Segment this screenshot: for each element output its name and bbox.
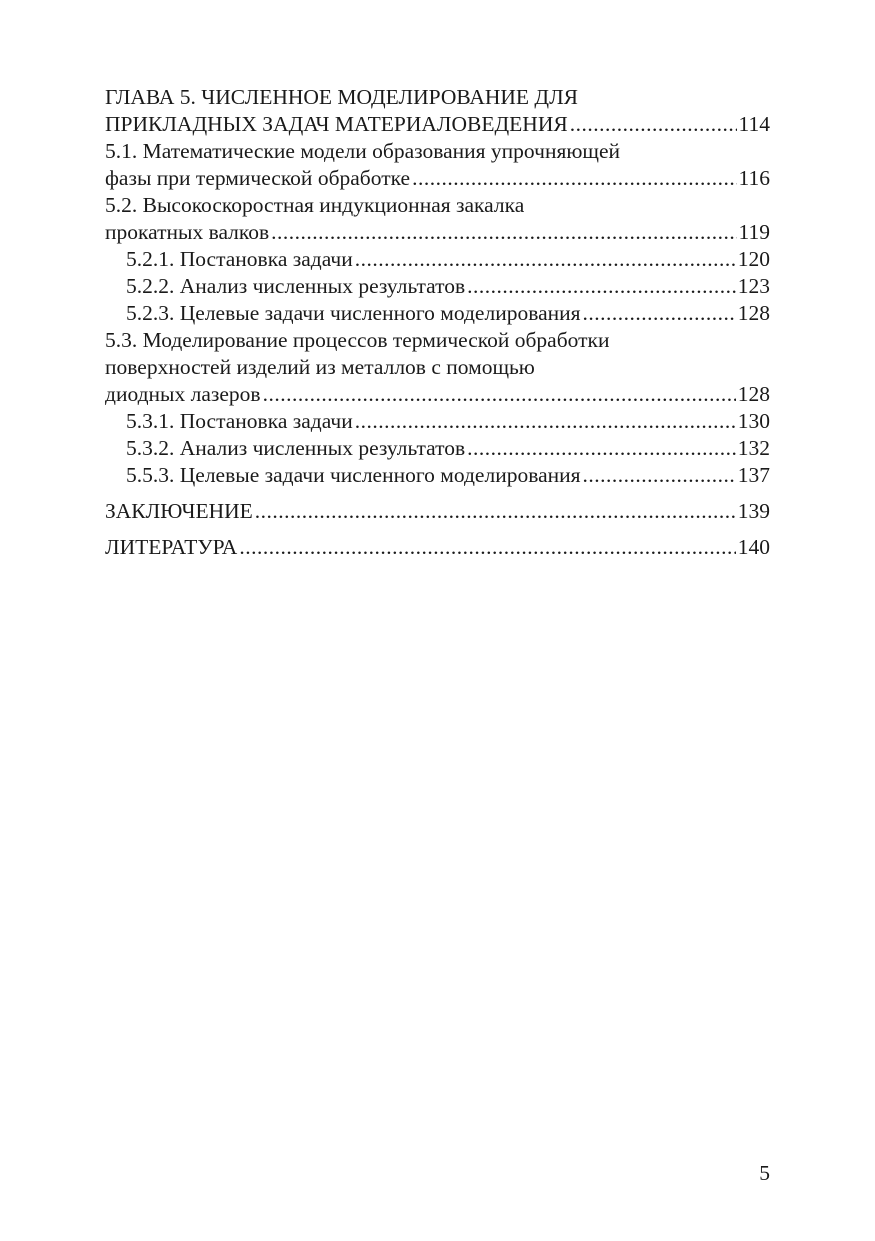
toc-entry-references — [105, 534, 770, 561]
toc-page-number: 120 — [737, 247, 770, 271]
dot-leader — [355, 408, 736, 435]
dot-leader — [271, 219, 736, 246]
toc-entry-title-line: фазы при термической обработке — [105, 166, 411, 190]
dot-leader — [467, 435, 736, 462]
dot-leader — [583, 462, 736, 489]
dot-leader — [583, 300, 736, 327]
toc-page-number: 132 — [737, 436, 770, 460]
page-number: 5 — [759, 1161, 770, 1185]
dot-leader — [263, 381, 736, 408]
toc-entry-title-line: диодных лазеров — [105, 382, 261, 406]
toc-entry-5-3-2 — [105, 435, 770, 462]
toc-page-number: 137 — [737, 463, 770, 487]
dot-leader — [412, 165, 736, 192]
toc-entry-5-5-3 — [105, 462, 770, 489]
toc-page-number: 130 — [737, 409, 770, 433]
dot-leader — [467, 273, 736, 300]
table-of-contents — [105, 84, 770, 561]
toc-page-number: 139 — [737, 499, 770, 523]
toc-page-number: 128 — [737, 382, 770, 406]
toc-entry-title-line: 5.3.2. Анализ численных результатов — [126, 436, 466, 460]
toc-entry-title-line: прокатных валков — [105, 220, 270, 244]
toc-entry-title-line: 5.1. Математические модели образования упрочняющей — [105, 139, 621, 163]
toc-entry-title-line: ЗАКЛЮЧЕНИЕ — [105, 499, 253, 523]
toc-entry-title-line: ЛИТЕРАТУРА — [105, 535, 238, 559]
toc-page-number: 119 — [738, 220, 770, 244]
dot-leader — [239, 534, 735, 561]
toc-entry-title-line: 5.3. Моделирование процессов термической обработки — [105, 328, 610, 352]
toc-page-number: 116 — [738, 166, 770, 190]
toc-entry-title-line: 5.2.3. Целевые задачи численного моделирования — [126, 301, 581, 325]
toc-entry-5-2 — [105, 192, 770, 246]
toc-entry-5-3 — [105, 327, 770, 408]
toc-entry-title-line: 5.5.3. Целевые задачи численного моделирования — [126, 463, 581, 487]
toc-entry-chapter-5 — [105, 84, 770, 138]
dot-leader — [255, 498, 736, 525]
toc-entry-5-1 — [105, 138, 770, 192]
toc-entry-title-line: ГЛАВА 5. ЧИСЛЕННОЕ МОДЕЛИРОВАНИЕ ДЛЯ — [105, 85, 579, 109]
toc-entry-conclusion — [105, 498, 770, 525]
toc-entry-5-2-1 — [105, 246, 770, 273]
toc-page-number: 114 — [738, 112, 770, 136]
toc-entry-5-2-2 — [105, 273, 770, 300]
dot-leader — [355, 246, 736, 273]
dot-leader — [570, 111, 737, 138]
toc-entry-5-2-3 — [105, 300, 770, 327]
toc-entry-5-3-1 — [105, 408, 770, 435]
toc-entry-title-line: 5.2.1. Постановка задачи — [126, 247, 353, 271]
toc-page-number: 123 — [737, 274, 770, 298]
toc-entry-title-line: 5.2. Высокоскоростная индукционная закалка — [105, 193, 525, 217]
toc-entry-title-line: 5.3.1. Постановка задачи — [126, 409, 353, 433]
toc-entry-title-line: поверхностей изделий из металлов с помощью — [105, 355, 535, 379]
toc-page-number: 140 — [737, 535, 770, 559]
toc-page-number: 128 — [737, 301, 770, 325]
toc-entry-title-line: 5.2.2. Анализ численных результатов — [126, 274, 466, 298]
toc-entry-title-line: ПРИКЛАДНЫХ ЗАДАЧ МАТЕРИАЛОВЕДЕНИЯ — [105, 112, 568, 136]
